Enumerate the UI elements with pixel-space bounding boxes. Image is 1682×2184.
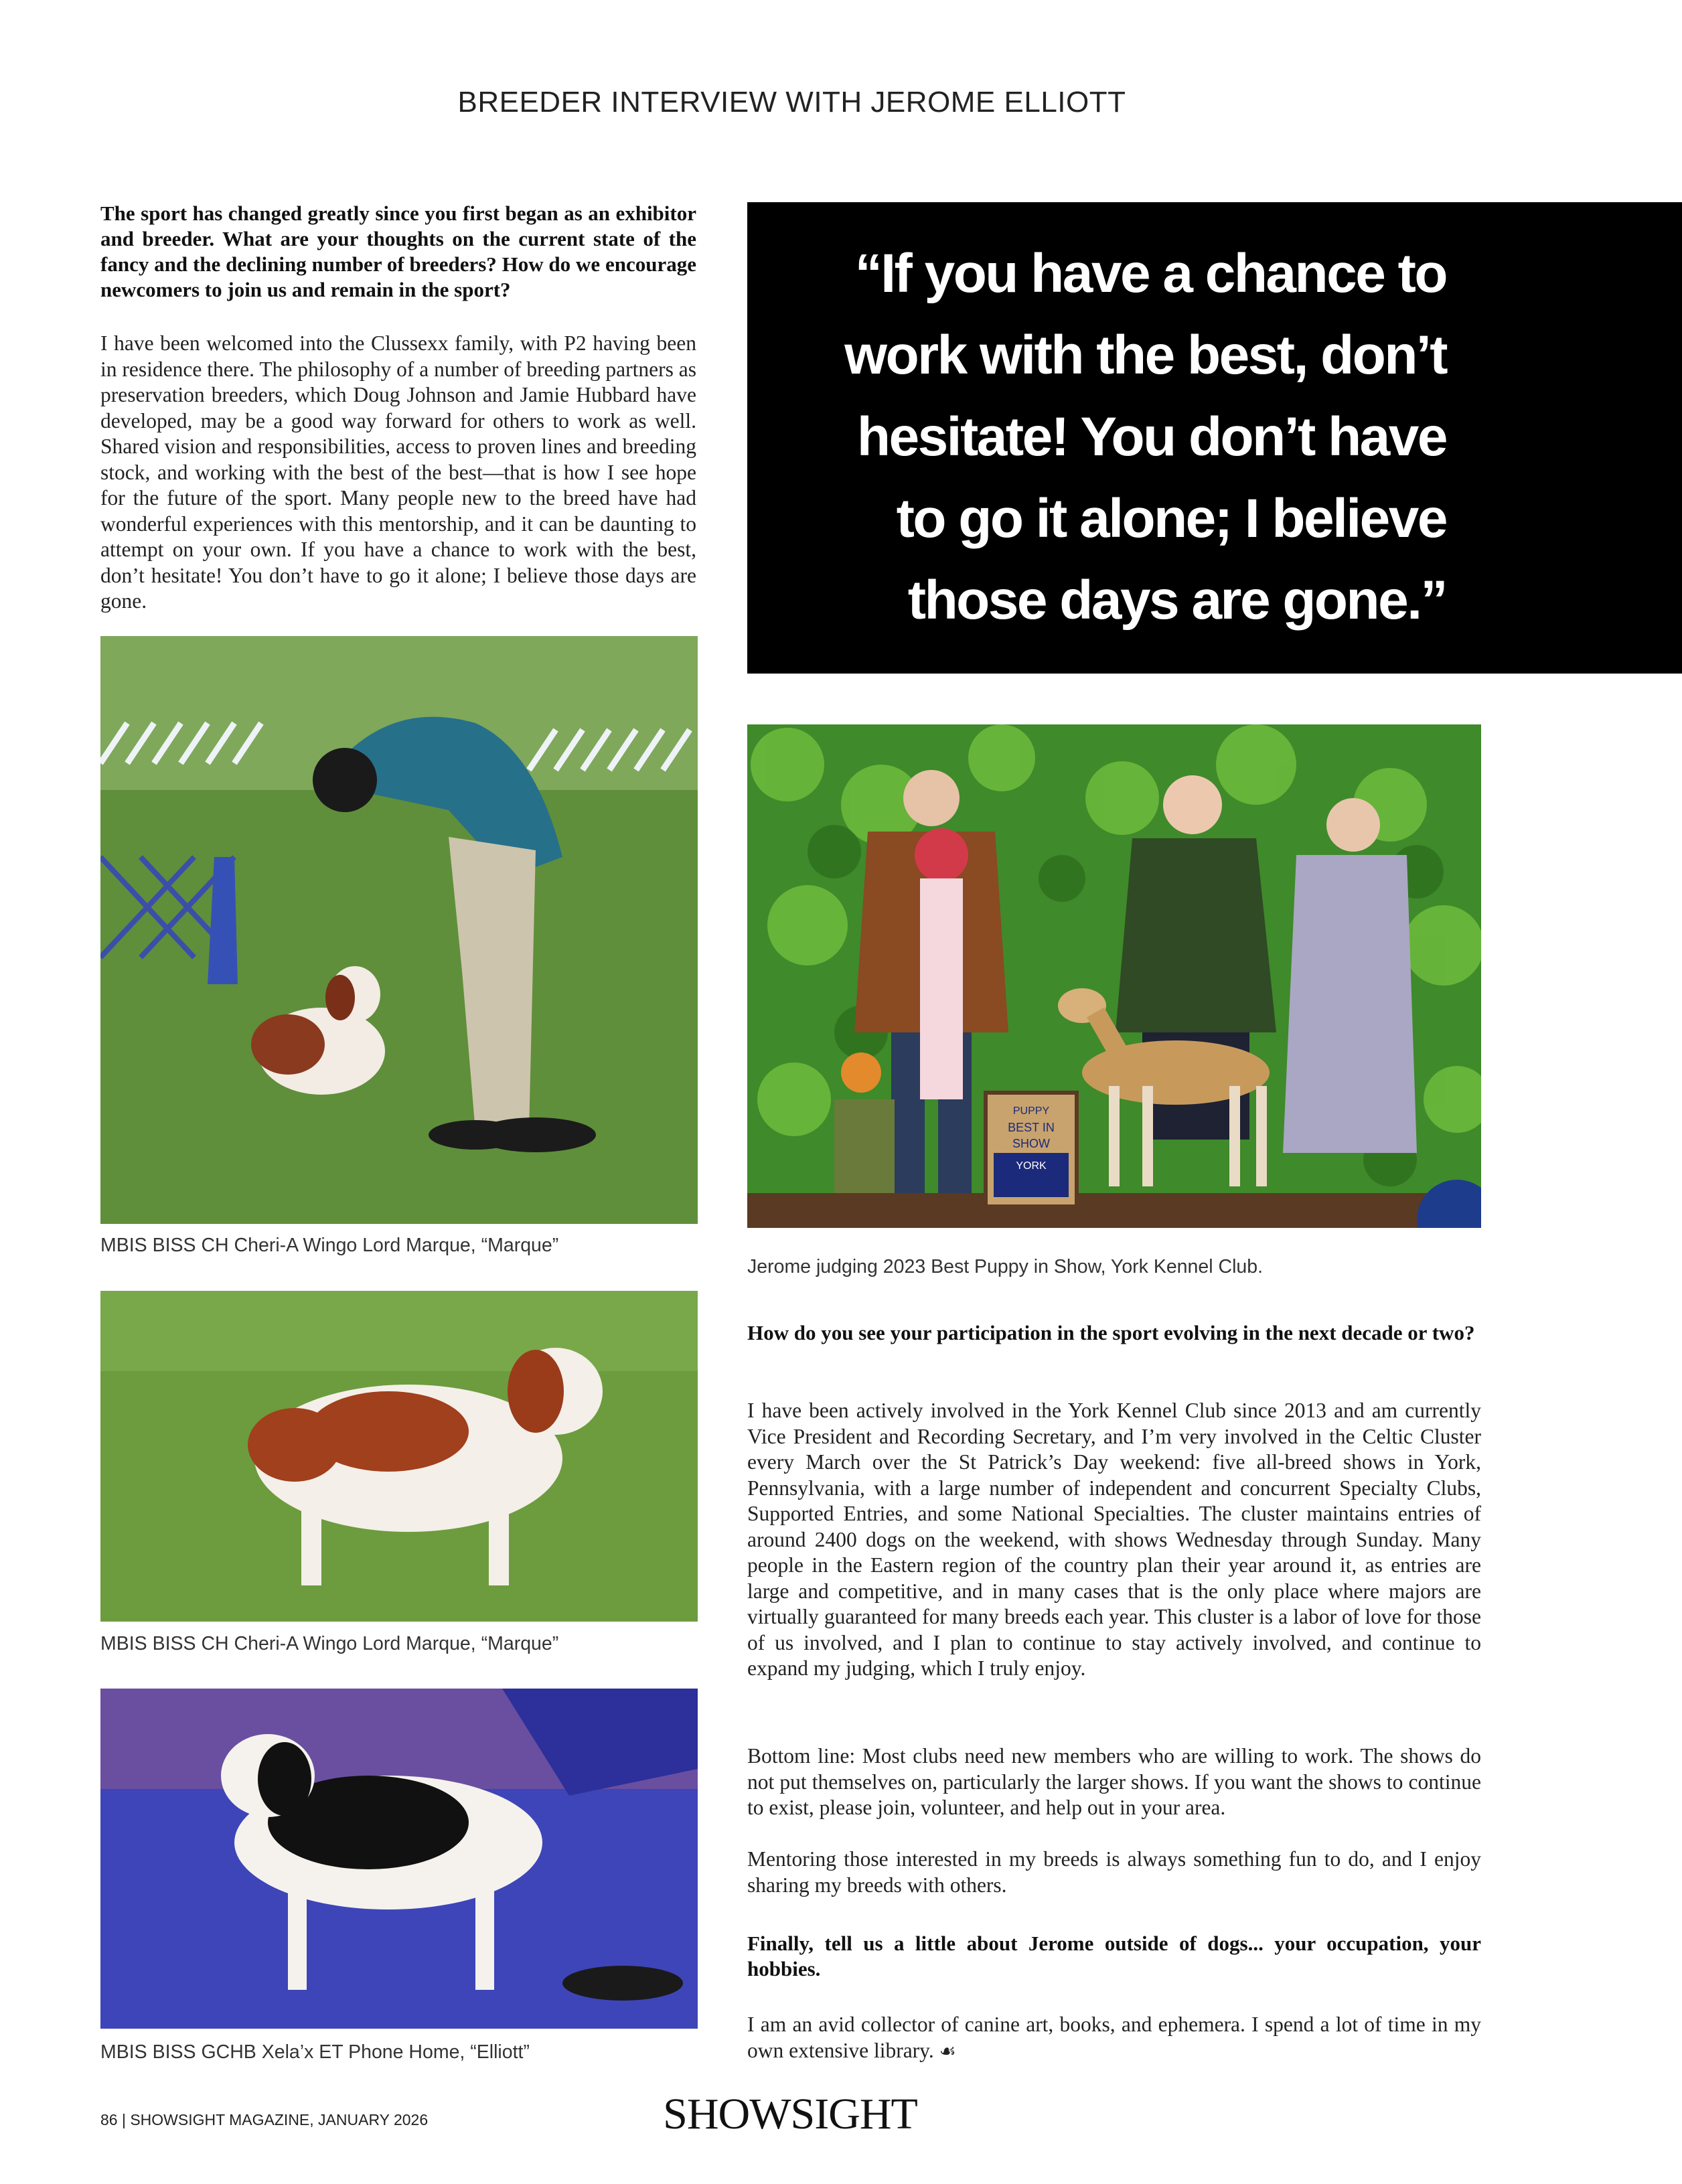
pull-quote-line: hesitate! You don’t have [856,406,1446,467]
question-1: The sport has changed greatly since you first began as an exhibitor and breeder. What are your thoughts on the current state of the fancy and the declining number of breeders? How do we encourage newcomers to join us and remain in the sport? [100,202,696,301]
pull-quote-box [747,202,1682,674]
answer-3-block [747,2012,1481,2064]
end-mark-icon: ☙ [939,2039,956,2062]
question-3: Finally, tell us a little about Jerome outside of dogs... your occupation, your hobbies. [747,1932,1481,1980]
photo-marque-gaiting [100,1291,698,1622]
photo-judging-best-puppy [747,724,1481,1228]
answer-2a: I have been actively involved in the York Kennel Club since 2013 and am currently Vice President and Recording Secretary, and I’m very involved in the Celtic Cluster every March over the St Patrick’s Day weekend: five all-breed shows in York, Pennsylvania, with a large number of independent and concurrent Specialty Clubs, Supported Entries, and some National Specialties. The cluster maintains entries of around 2400 dogs on the weekend, with shows Wednesday through Sunday. Many people in the Eastern region of the country plan their year around it, as entries are large and competitive, and in many cases that is the only place where majors are virtually guaranteed for many breeds each year. This cluster is a labor of love for those of us involved, and I plan to continue to stay actively involved, and continue to expand my judging, which I truly enjoy. [747,1399,1481,1680]
judging-photo-caption: Jerome judging 2023 Best Puppy in Show, York Kennel Club. [747,1256,1264,1277]
answer-2c: Mentoring those interested in my breeds is always something fun to do, and I enjoy sharing my breeds with others. [747,1847,1481,1897]
photo-3-caption: MBIS BISS GCHB Xela’x ET Phone Home, “Elliott” [100,2041,530,2063]
footer-page-info: 86 | SHOWSIGHT MAGAZINE, JANUARY 2026 [100,2111,429,2128]
photo-2-caption: MBIS BISS CH Cheri-A Wingo Lord Marque, “Marque” [100,1633,559,1654]
pull-quote-text [777,233,1446,641]
answer-3: I am an avid collector of canine art, books, and ephemera. I spend a lot of time in my own extensive library. [747,2013,1481,2062]
pull-quote-line: work with the best, don’t [844,325,1446,386]
showsight-logo: SHOWSIGHT [663,2090,917,2138]
sign-line-4: YORK [1016,1160,1047,1172]
pull-quote-line: those days are gone.” [907,570,1446,631]
question-2: How do you see your participation in the sport evolving in the next decade or two? [747,1321,1475,1344]
photo-1-caption: MBIS BISS CH Cheri-A Wingo Lord Marque, “Marque” [100,1235,559,1256]
sign-line-1: PUPPY [1012,1105,1050,1117]
sign-line-2: BEST IN [1008,1121,1055,1134]
answer-1: I have been welcomed into the Clussexx family, with P2 having been in residence there. The philosophy of a number of breeding partners as preservation breeders, which Doug Johnson and Jamie Hubbard have developed, may be a good way forward for others to work as well. Shared vision and responsibilities, access to proven lines and breeding stock, and working with the best of the best—that is how I see hope for the future of the sport. Many people new to the breed have had wonderful experiences with this mentorship, and it can be daunting to attempt on your own. If you have a chance to work with the best, don’t hesitate! You don’t have to go it alone; I believe those days are gone. [100,331,696,613]
sign-line-3: SHOW [1012,1137,1050,1150]
photo-marque-handler [100,636,698,1224]
answer-2b: Bottom line: Most clubs need new members who are willing to work. The shows do not put themselves on, particularly the larger shows. If you want the shows to continue to exist, please join, volunteer, and help out in your area. [747,1744,1481,1819]
photo-elliott-gaiting [100,1689,698,2029]
pull-quote-line: to go it alone; I believe [896,488,1446,549]
pull-quote-line: “If you have a chance to [854,243,1446,304]
page-header: BREEDER INTERVIEW WITH JEROME ELLIOTT [457,86,1126,119]
